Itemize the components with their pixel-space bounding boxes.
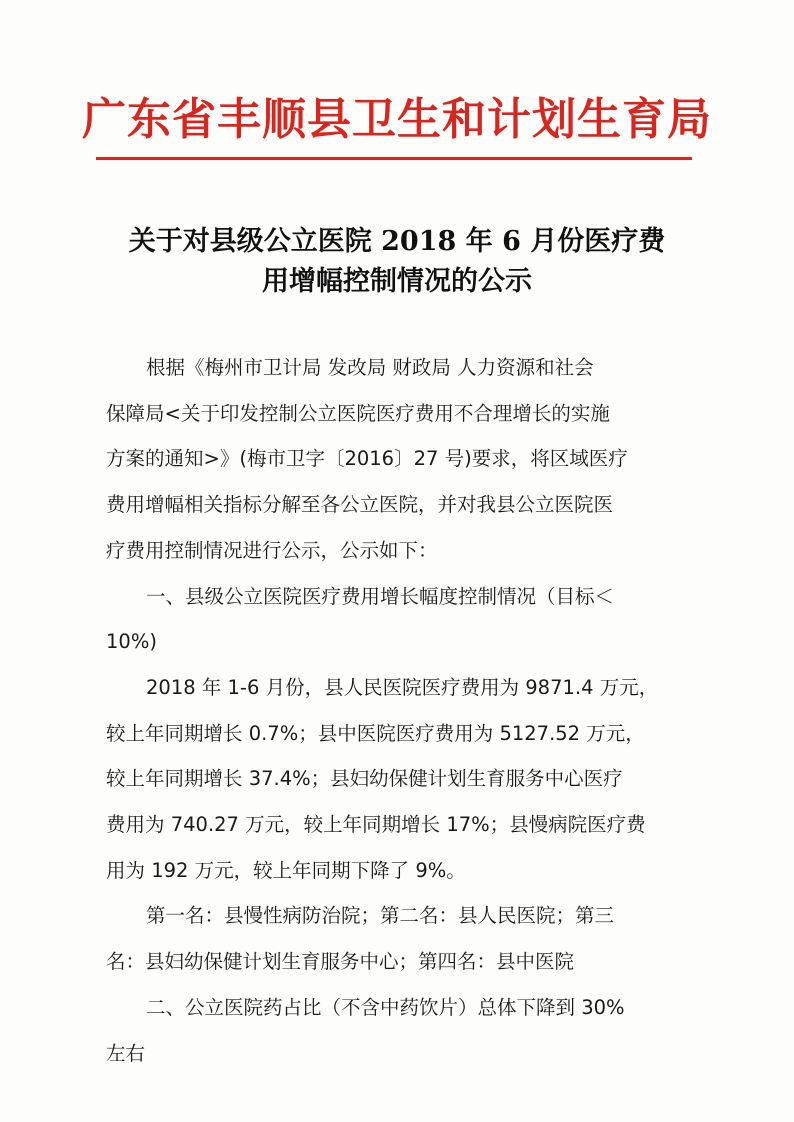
section-heading: 二、公立医院药占比（不含中药饮片）总体下降到 30% [146, 995, 625, 1019]
body-line: 较上年同期增长 0.7%；县中医院医疗费用为 5127.52 万元， [106, 721, 645, 745]
document-title [60, 222, 734, 302]
letterhead-org-name: 广东省丰顺县卫生和计划生育局 [82, 94, 712, 145]
body-line: 费用为 740.27 万元，较上年同期增长 17%；县慢病院医疗费 [106, 813, 646, 837]
body-line: 2018 年 1-6 月份，县人民医院医疗费用为 9871.4 万元， [146, 675, 659, 699]
title-line-1: 关于对县级公立医院 2018 年 6 月份医疗费 [128, 226, 666, 257]
ranking-line: 名：县妇幼保健计划生育服务中心；第四名：县中医院 [106, 950, 575, 974]
body-line: 较上年同期增长 37.4%；县妇幼保健计划生育服务中心医疗 [106, 767, 623, 791]
body-line: 方案的通知>》(梅市卫字〔2016〕27 号)要求，将区域医疗 [106, 447, 628, 471]
body-line: 费用增幅相关指标分解至各公立医院，并对我县公立医院医 [106, 493, 614, 517]
letterhead-red-rule [96, 157, 692, 160]
body-line: 疗费用控制情况进行公示，公示如下： [106, 538, 438, 562]
body-line: 根据《梅州市卫计局 发改局 财政局 人力资源和社会 [146, 356, 594, 379]
title-line-2: 用增幅控制情况的公示 [262, 266, 532, 297]
body-line: 保障局<关于印发控制公立医院医疗费用不合理增长的实施 [106, 401, 610, 425]
body-line: 用为 192 万元，较上年同期下降了 9%。 [106, 858, 466, 882]
ranking-line: 第一名：县慢性病防治院；第二名：县人民医院；第三 [146, 904, 615, 928]
body-line: 10%) [106, 630, 157, 654]
document-body [106, 345, 680, 1076]
body-line: 左右 [106, 1041, 146, 1065]
section-heading: 一、县级公立医院医疗费用增长幅度控制情况（目标＜ [146, 584, 615, 608]
